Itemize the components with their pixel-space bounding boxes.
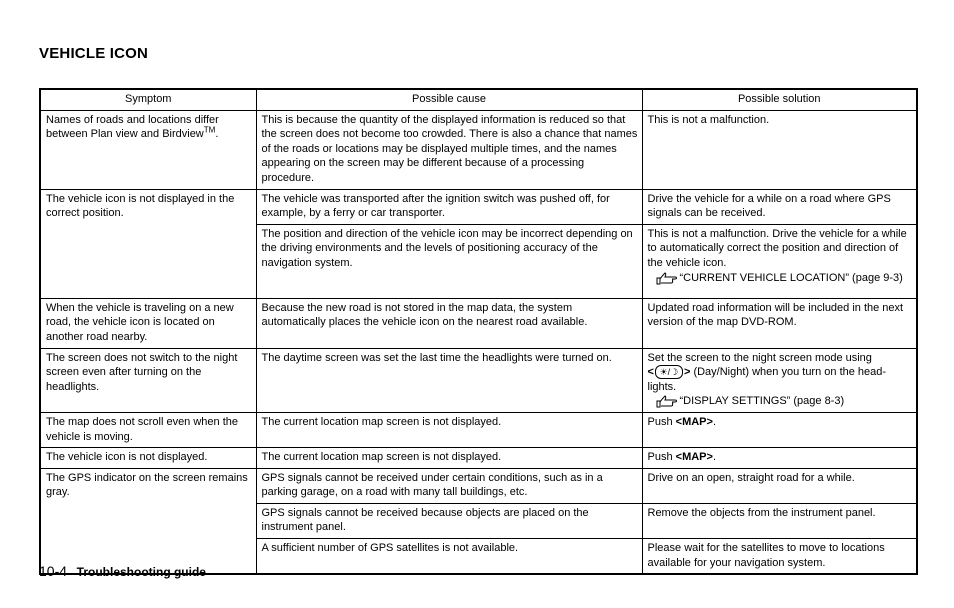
troubleshooting-table (39, 88, 918, 575)
symptom-cell: The screen does not switch to the night screen even after turning on the headlights. (40, 348, 256, 412)
table-row (40, 298, 917, 348)
solution-cell: Drive on an open, straight road for a while. (642, 468, 917, 503)
symptom-cell: The vehicle icon is not displayed in the correct position. (40, 189, 256, 298)
page-number: 10-4 (39, 563, 68, 579)
solution-cell: Push <MAP>. (642, 412, 917, 447)
cause-cell: The current location map screen is not displayed. (256, 448, 642, 469)
column-header: Symptom (40, 89, 256, 110)
solution-cell: Push <MAP>. (642, 448, 917, 469)
section-title: VEHICLE ICON (39, 45, 149, 62)
map-button-label: <MAP> (675, 415, 713, 428)
table-row (40, 448, 917, 469)
cause-cell: Because the new road is not stored in the map data, the system automatically places the vehicle icon on the nearest road available. (256, 298, 642, 348)
map-button-label: <MAP> (675, 451, 713, 464)
page-reference: “DISPLAY SETTINGS” (page 8-3) (656, 394, 913, 409)
trademark-mark: TM (203, 125, 216, 135)
cause-cell: The daytime screen was set the last time the headlights were turned on. (256, 348, 642, 412)
reference-hand-icon (656, 272, 680, 285)
solution-cell: Updated road information will be included in the next version of the map DVD-ROM. (642, 298, 917, 348)
cause-cell: GPS signals cannot be received because objects are placed on the instrument panel. (256, 503, 642, 538)
section-name: Troubleshooting guide (76, 565, 206, 579)
solution-cell: Set the screen to the night screen mode using < ☀/☽ > (Day/Night) when you turn on the head-lights. “DISPLAY SETTINGS” (page 8-3) (642, 348, 917, 412)
solution-cell: This is not a malfunction. (642, 110, 917, 189)
page-footer (39, 563, 206, 579)
cause-cell: This is because the quantity of the displayed information is reduced so that the screen does not become too crowded. There is also a chance that names of the roads or locations may be displayed multiple times, and the names appearing on the screen may be different because of a processing procedure. (256, 110, 642, 189)
symptom-cell: Names of roads and locations differ between Plan view and Birdview™. (40, 110, 256, 189)
table-row (40, 189, 917, 224)
solution-cell: Remove the objects from the instrument panel. (642, 503, 917, 538)
solution-cell: Please wait for the satellites to move to locations available for your navigation system. (642, 539, 917, 575)
cause-cell: The position and direction of the vehicle icon may be incorrect depending on the driving environments and the levels of positioning accuracy of the navigation system. (256, 224, 642, 298)
day-night-icon: ☀/☽ (655, 365, 683, 379)
cause-cell: The current location map screen is not displayed. (256, 412, 642, 447)
table-row (40, 412, 917, 447)
symptom-cell: The GPS indicator on the screen remains gray. (40, 468, 256, 574)
symptom-cell: The map does not scroll even when the vehicle is moving. (40, 412, 256, 447)
solution-cell: This is not a malfunction. Drive the vehicle for a while to automatically correct the position and direction of the vehicle icon. “CURRENT VEHICLE LOCATION” (page 9-3) (642, 224, 917, 298)
symptom-cell: When the vehicle is traveling on a new road, the vehicle icon is located on another road nearby. (40, 298, 256, 348)
reference-hand-icon (656, 395, 680, 408)
column-header: Possible solution (642, 89, 917, 110)
cause-cell: A sufficient number of GPS satellites is not available. (256, 539, 642, 575)
table-row (40, 348, 917, 412)
solution-cell: Drive the vehicle for a while on a road where GPS signals can be received. (642, 189, 917, 224)
cause-cell: The vehicle was transported after the ignition switch was pushed off, for example, by a ferry or car transporter. (256, 189, 642, 224)
column-header: Possible cause (256, 89, 642, 110)
page-reference: “CURRENT VEHICLE LOCATION” (page 9-3) (656, 271, 913, 286)
cause-cell: GPS signals cannot be received under certain conditions, such as in a parking garage, on a road with many tall buildings, etc. (256, 468, 642, 503)
symptom-cell: The vehicle icon is not displayed. (40, 448, 256, 469)
table-row (40, 110, 917, 189)
table-header-row (40, 89, 917, 110)
table-row (40, 468, 917, 503)
